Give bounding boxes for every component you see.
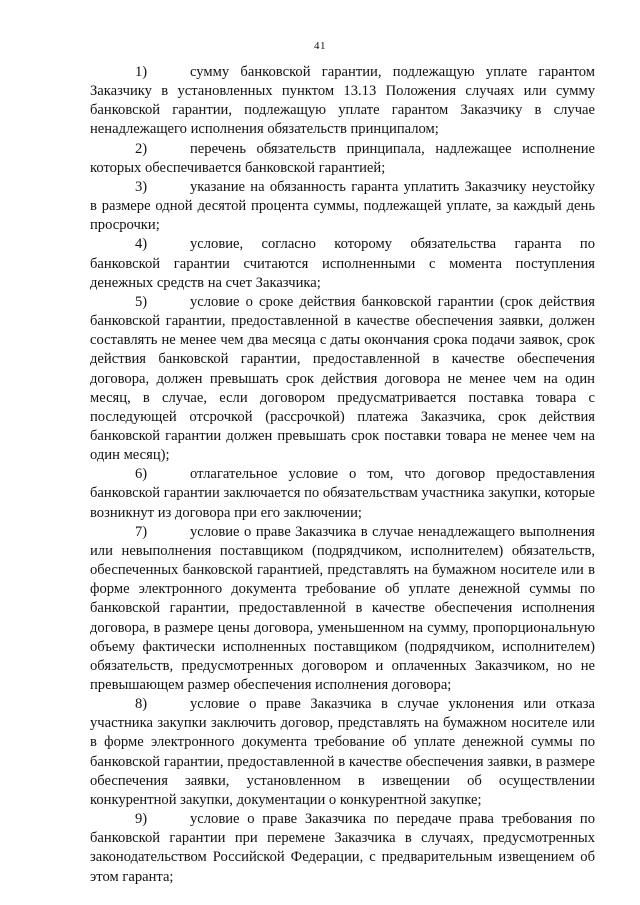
item-number: 8) — [135, 696, 148, 713]
item-number: 1) — [135, 64, 148, 80]
list-item-9 — [90, 810, 595, 887]
list-item-3 — [90, 178, 595, 235]
item-text: условие, согласно которому обязательства гаранта по банковской гарантии считаются исполненными с момента поступления денежных средств на счет Заказчика; — [90, 236, 595, 291]
item-number: 4) — [135, 236, 148, 253]
item-number: 3) — [135, 178, 148, 195]
item-number: 7) — [135, 523, 148, 540]
item-number: 6) — [135, 466, 148, 483]
list-item-2 — [90, 140, 595, 178]
item-text: условие о сроке действия банковской гарантии (срок действия банковской гарантии, предоставленной в качестве обеспечения заявки, должен составлять не менее чем два месяца с даты окончания срока подачи заявок, срок действия банковской гарантии, предоставленной в качестве обеспечения договора, должен превышать срок действия договора не менее чем на один месяц, в случае, если договором предусматривается поставка товара с последующей отсрочкой (рассрочкой) платежа Заказчика, срок действия банковской гарантии должен превышать срок поставки товара не менее чем на один месяц); — [90, 293, 595, 464]
item-number: 2) — [135, 140, 148, 157]
item-text: перечень обязательств принципала, надлежащее исполнение которых обеспечивается банковской гарантией; — [90, 140, 595, 176]
list-item-7 — [90, 523, 595, 695]
item-text: условие о праве Заказчика в случае ненадлежащего выполнения или невыполнения поставщиком (подрядчиком, исполнителем) обязательств, обеспеченных банковской гарантией, представлять на бумажном носителе или в форме электронного документа требование об уплате денежной суммы по банковской гарантии, предоставленной в качестве обеспечения исполнения договора, в размере цены договора, уменьшенном на сумму, пропорциональную объему фактически исполненных поставщиком (подрядчиком, исполнителем) обязательств, предусмотренных договором и оплаченных Заказчиком, но не превышающем размер обеспечения исполнения договора; — [90, 523, 595, 693]
list-item-8 — [90, 695, 595, 810]
item-text: отлагательное условие о том, что договор предоставления банковской гарантии заключается по обязательствам участника закупки, которые возникнут из договора при его заключении; — [90, 466, 596, 521]
list-item-1 — [90, 63, 595, 140]
list-item-5 — [90, 293, 595, 465]
item-text: условие о праве Заказчика по передаче права требования по банковской гарантии при перемене Заказчика в случаях, предусмотренных законодательством Российской Федерации, с предварительным извещением об этом гаранта; — [90, 811, 595, 885]
item-text: сумму банковской гарантии, подлежащую уплате гарантом Заказчику в установленных пунктом 13.13 Положения случаях или сумму банковской гарантии, подлежащую уплате гарантом Заказчику в случае ненадлежащего исполнения обязательств принципалом; — [90, 64, 595, 138]
page-number: 41 — [314, 40, 326, 52]
item-number: 9) — [135, 811, 148, 828]
item-number: 5) — [135, 293, 148, 310]
document-body — [90, 63, 595, 887]
list-item-6 — [90, 465, 595, 522]
list-item-4 — [90, 235, 595, 292]
item-text: указание на обязанность гаранта уплатить Заказчику неустойку в размере одной десятой процента суммы, подлежащей уплате, за каждый день просрочки; — [90, 178, 595, 234]
item-text: условие о праве Заказчика в случае уклонения или отказа участника закупки заключить договор, представлять на бумажном носителе или в форме электронного документа требование об уплате денежной суммы по банковской гарантии, предоставленной в качестве обеспечения заявки, в размере обеспечения заявки, установленном в извещении об осуществлении конкурентной закупки, документации о конкурентной закупке; — [90, 696, 595, 808]
